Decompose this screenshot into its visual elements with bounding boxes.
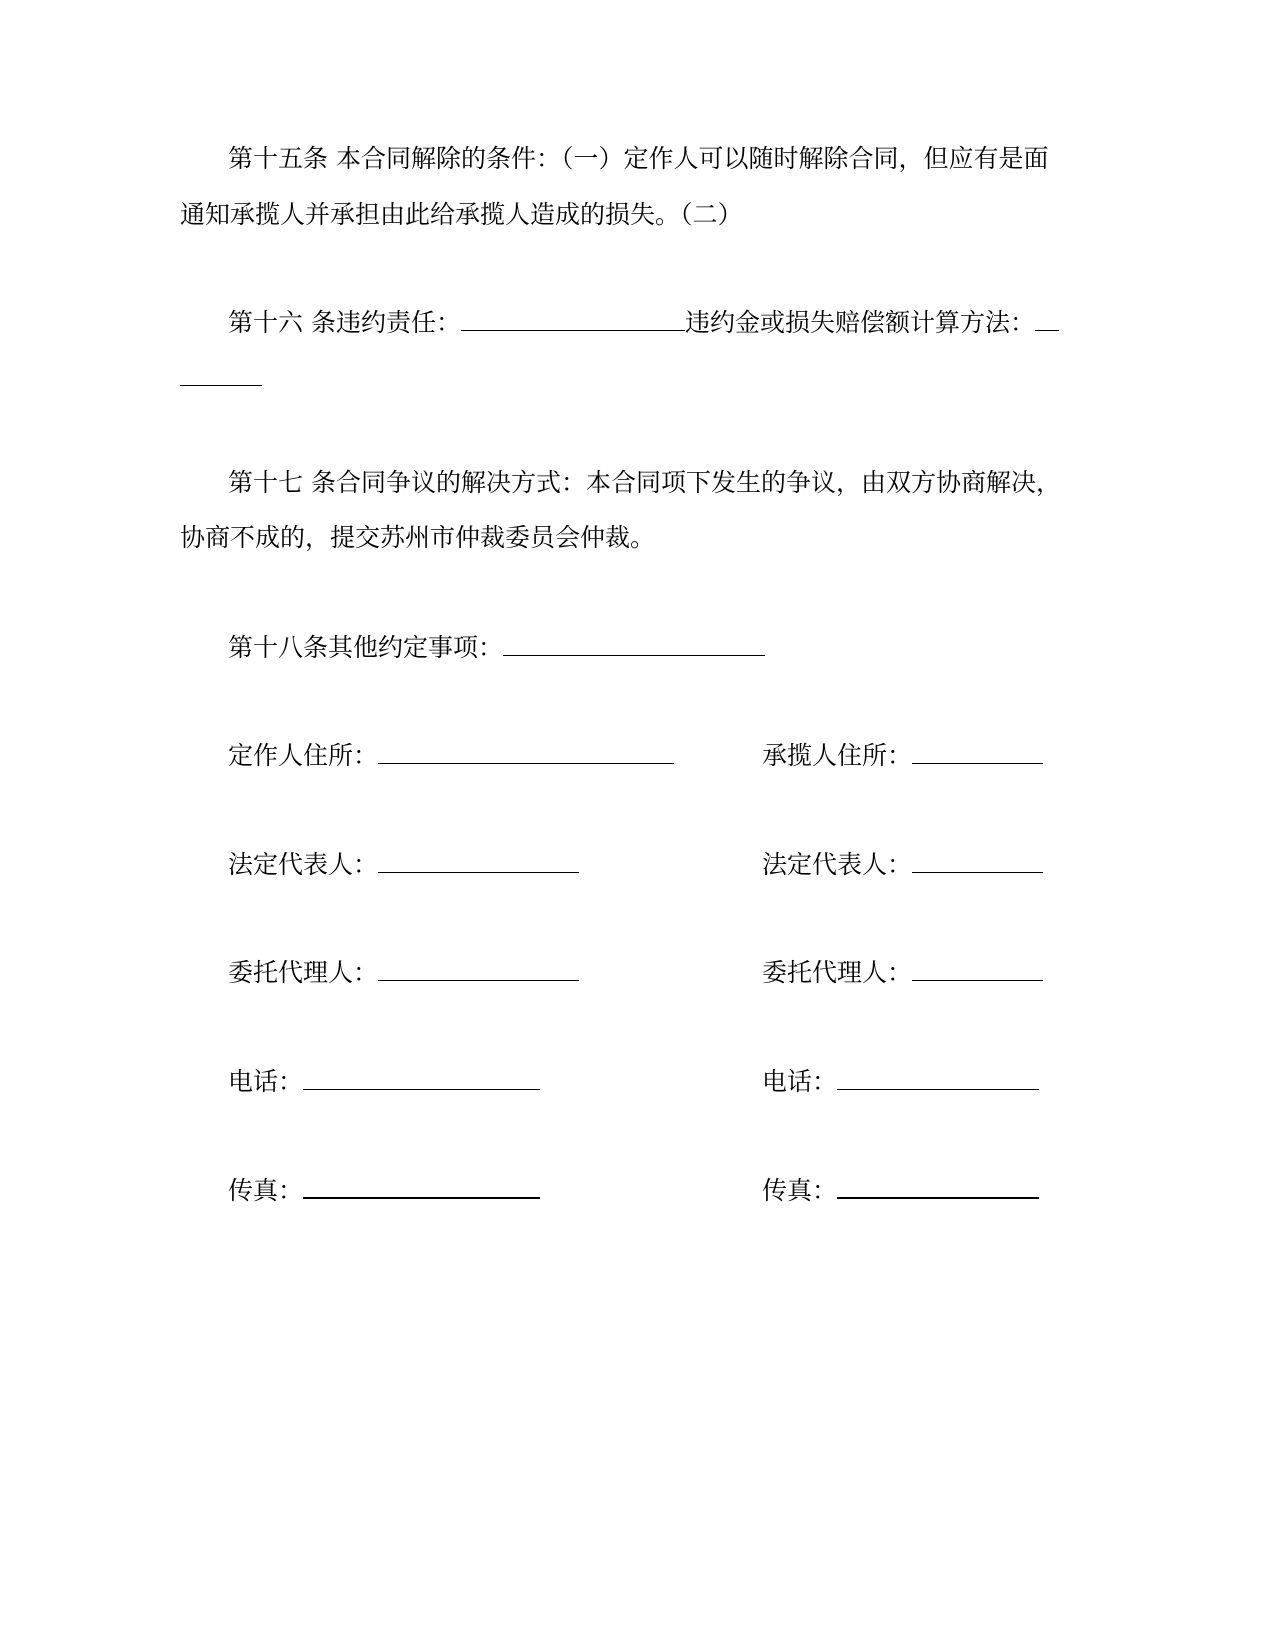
article-17-text-1: 第十七 条合同争议的解决方式：本合同项下发生的争议，由双方协商解决， — [228, 468, 1061, 497]
contractor-legal-rep-label: 法定代表人： — [228, 850, 379, 879]
right-phone-row — [762, 1066, 1039, 1098]
right-agent-row — [762, 957, 1043, 989]
article-18-label: 第十八条其他约定事项： — [228, 633, 504, 662]
article-16-label: 第十六 条违约责任： — [228, 308, 461, 337]
left-fax-row — [228, 1175, 540, 1207]
left-agent-row — [228, 957, 579, 989]
article-17-line-2 — [180, 522, 655, 554]
article-15-line-2 — [180, 199, 743, 231]
article-17-text-2: 协商不成的，提交苏州市仲裁委员会仲裁。 — [180, 523, 656, 552]
contractor-phone-blank[interactable] — [303, 1067, 540, 1090]
right-fax-row — [762, 1175, 1039, 1207]
undertaker-phone-blank[interactable] — [837, 1067, 1039, 1090]
undertaker-phone-label: 电话： — [762, 1067, 838, 1096]
article-17-line-1 — [228, 467, 1061, 499]
left-phone-row — [228, 1066, 540, 1098]
undertaker-address-blank[interactable] — [912, 741, 1043, 764]
undertaker-agent-blank[interactable] — [912, 958, 1043, 981]
undertaker-address-label: 承揽人住所： — [762, 741, 913, 770]
contractor-fax-blank[interactable] — [303, 1175, 540, 1199]
left-address-row — [228, 740, 674, 772]
contractor-agent-label: 委托代理人： — [228, 958, 379, 987]
contractor-phone-label: 电话： — [228, 1067, 304, 1096]
right-address-row — [762, 740, 1043, 772]
contractor-agent-blank[interactable] — [378, 958, 579, 981]
compensation-method-blank[interactable] — [1035, 308, 1059, 331]
undertaker-legal-rep-blank[interactable] — [912, 850, 1043, 873]
breach-liability-blank[interactable] — [461, 308, 685, 331]
article-16-line — [228, 307, 1059, 339]
undertaker-fax-blank[interactable] — [837, 1175, 1039, 1199]
article-15-text-1: 第十五条 本合同解除的条件：（一）定作人可以随时解除合同，但应有是面 — [228, 144, 1049, 173]
other-terms-blank[interactable] — [503, 633, 765, 656]
contractor-address-blank[interactable] — [378, 741, 674, 764]
undertaker-legal-rep-label: 法定代表人： — [762, 850, 913, 879]
article-16-middle: 违约金或损失赔偿额计算方法： — [684, 308, 1035, 337]
right-legal-rep-row — [762, 849, 1043, 881]
contractor-address-label: 定作人住所： — [228, 741, 379, 770]
left-legal-rep-row — [228, 849, 579, 881]
article-15-text-2: 通知承揽人并承担由此给承揽人造成的损失。（二） — [180, 200, 743, 229]
article-15-line-1 — [228, 143, 1048, 175]
undertaker-agent-label: 委托代理人： — [762, 958, 913, 987]
undertaker-fax-label: 传真： — [762, 1176, 838, 1205]
contractor-fax-label: 传真： — [228, 1176, 304, 1205]
article-18-line — [228, 632, 765, 664]
compensation-method-blank-continued[interactable] — [180, 385, 262, 386]
contractor-legal-rep-blank[interactable] — [378, 850, 579, 873]
